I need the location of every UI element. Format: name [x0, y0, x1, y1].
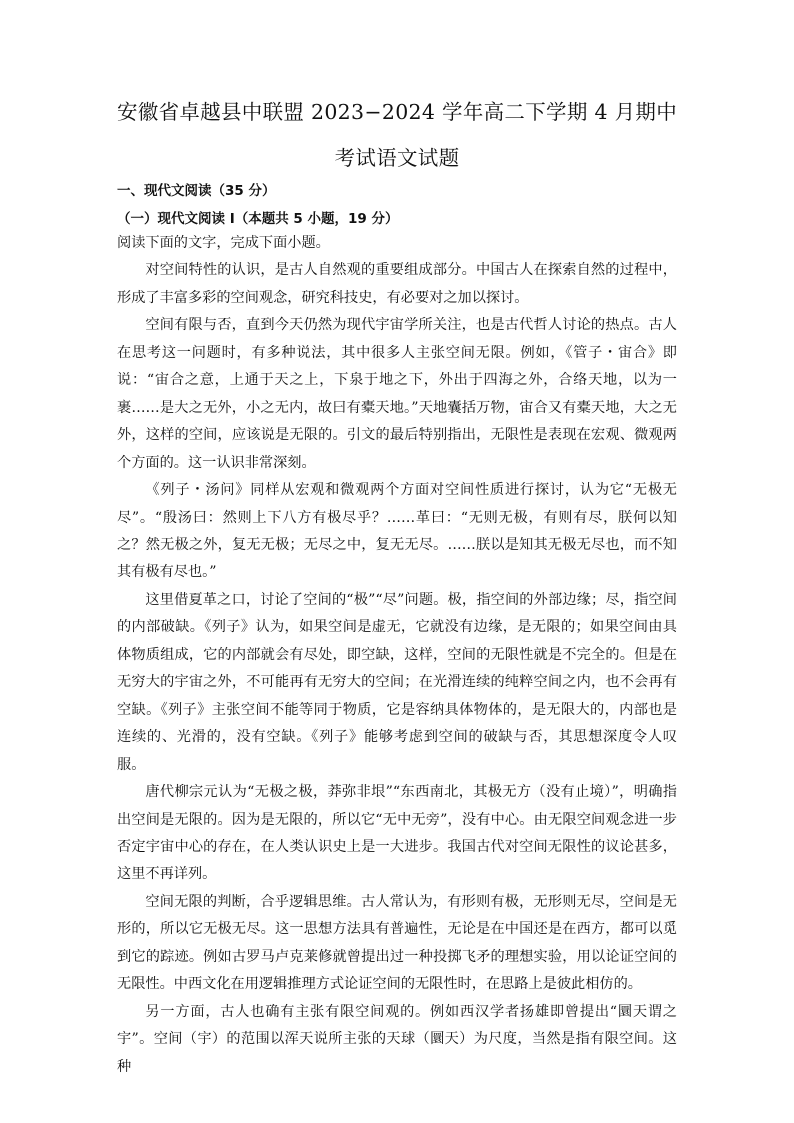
paragraph-4: 这里借夏革之口，讨论了空间的“极”“尽”问题。极，指空间的外部边缘；尽，指空间的内部破缺。《列子》认为，如果空间是虚无，它就没有边缘，是无限的；如果空间由具体物质组成，它的内部就会有尽处，即空缺，这样，空间的无限性就是不完全的。但是在无穷大的宇宙之外，不可能再有无穷大的空间；在光滑连续的纯粹空间之内，也不会再有空缺。《列子》主张空间不能等同于物质，它是容纳具体物体的，是无限大的，内部也是连续的、光滑的，没有空缺。《列子》能够考虑到空间的破缺与否，其思想深度令人叹服。	[117, 591, 677, 773]
paragraph-6: 空间无限的判断，合乎逻辑思维。古人常认为，有形则有极，无形则无尽，空间是无形的，所以它无极无尽。这一思想方法具有普遍性，无论是在中国还是在西方，都可以觅到它的踪迹。例如古罗马卢克莱修就曾提出过一种投掷飞矛的理想实验，用以论证空间的无限性。中西文化在用逻辑推理方式论证空间的无限性时，在思路上是彼此相仿的。	[117, 893, 677, 993]
reading-passage	[117, 230, 677, 1081]
paragraph-5: 唐代柳宗元认为“无极之极，莽弥非垠”“东西南北，其极无方（没有止境）”，明确指出空间是无限的。因为是无限的，所以它“无中无旁”，没有中心。由无限空间观念进一步否定宇宙中心的存在，在人类认识史上是一大进步。我国古代对空间无限性的议论甚多，这里不再详列。	[117, 784, 677, 883]
paragraph-2: 空间有限与否，直到今天仍然为现代宇宙学所关注，也是古代哲人讨论的热点。古人在思考这一问题时，有多种说法，其中很多人主张空间无限。例如，《管子・宙合》即说：“宙合之意，上通于天之上，下泉于地之下，外出于四海之外，合络天地，以为一裹……是大之无外，小之无内，故曰有橐天地。”天地囊括万物，宙合又有橐天地，大之无外，这样的空间，应该说是无限的。引文的最后特别指出，无限性是表现在宏观、微观两个方面的。这一认识非常深刻。	[117, 317, 677, 471]
section-heading: 一、现代文阅读（35 分）	[117, 183, 276, 199]
document-title-line-1: 安徽省卓越县中联盟 2023−2024 学年高二下学期 4 月期中	[116, 100, 678, 124]
subsection-heading: （一）现代文阅读 I（本题共 5 小题，19 分）	[117, 211, 399, 227]
paragraph-1: 对空间特性的认识，是古人自然观的重要组成部分。中国古人在探索自然的过程中，形成了丰富多彩的空间观念，研究科技史，有必要对之加以探讨。	[117, 262, 677, 306]
document-title-line-2: 考试语文试题	[334, 146, 460, 170]
paragraph-3: 《列子・汤问》同样从宏观和微观两个方面对空间性质进行探讨，认为它“无极无尽”。“殷汤曰：然则上下八方有极尽乎？……革曰：“无则无极，有则有尽，朕何以知之？然无极之外，复无无极；无尽之中，复无无尽。……朕以是知其无极无尽也，而不知其有极有尽也。”	[117, 482, 677, 581]
paragraph-7: 另一方面，古人也确有主张有限空间观的。例如西汉学者扬雄即曾提出“圜天谓之宇”。空间（宇）的范围以浑天说所主张的天球（圜天）为尺度，当然是指有限空间。这种	[117, 1003, 677, 1075]
reading-instruction: 阅读下面的文字，完成下面小题。	[117, 235, 330, 251]
